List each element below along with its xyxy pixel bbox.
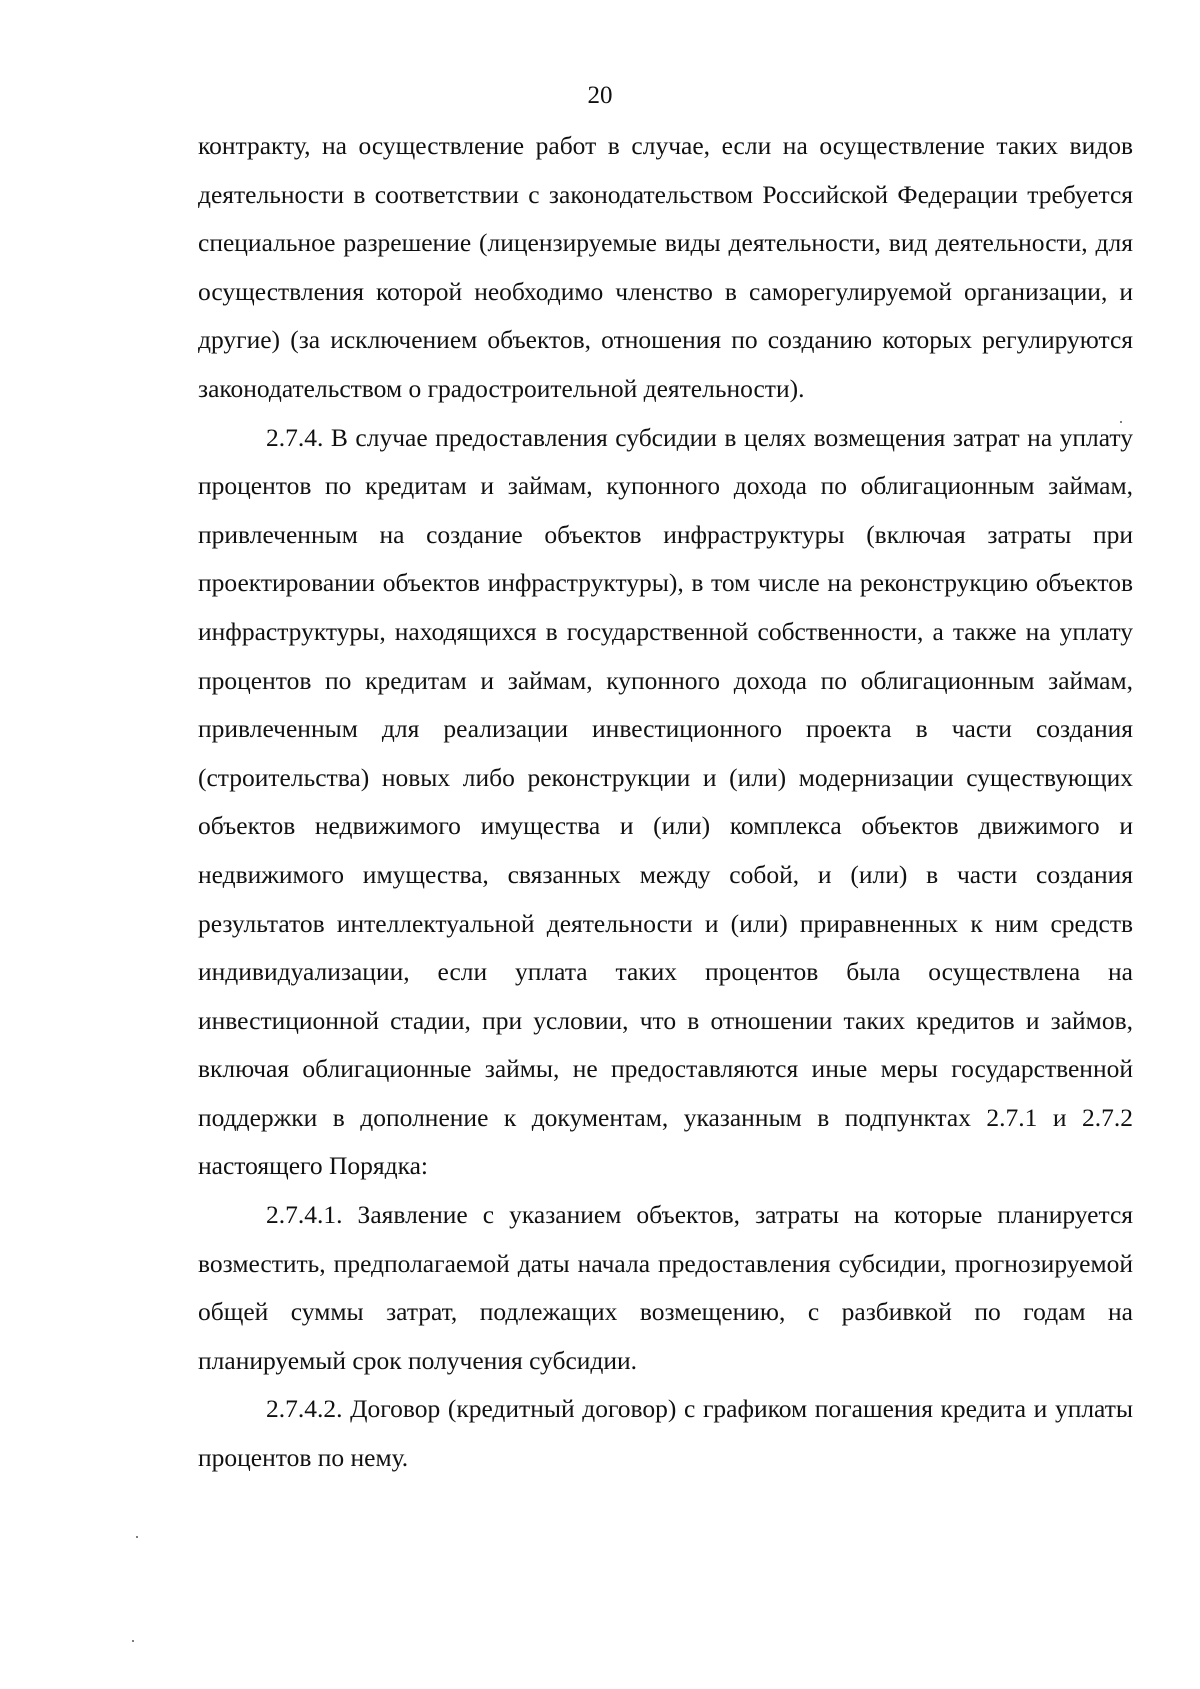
scan-speck	[132, 1640, 134, 1642]
scan-speck	[136, 1536, 138, 1538]
paragraph-2-7-4: 2.7.4. В случае предоставления субсидии в целях возмещения затрат на уплату процентов по кредитам и займам, купонного дохода по облигационным займам, привлеченным на создание объектов инфраструктуры (включая затраты при проектировании объектов инфраструктуры), в том числе на реконструкцию объектов инфраструктуры, находящихся в государственной собственности, а также на уплату процентов по кредитам и займам, купонного дохода по облигационным займам, привлеченным для реализации инвестиционного проекта в части создания (строительства) новых либо реконструкции и (или) модернизации существующих объектов недвижимого имущества и (или) комплекса объектов движимого и недвижимого имущества, связанных между собой, и (или) в части создания результатов интеллектуальной деятельности и (или) приравненных к ним средств индивидуализации, если уплата таких процентов была осуществлена на инвестиционной стадии, при условии, что в отношении таких кредитов и займов, включая облигационные займы, не предоставляются иные меры государственной поддержки в дополнение к документам, указанным в подпунктах 2.7.1 и 2.7.2 настоящего Порядка:	[198, 422, 1133, 1181]
paragraph-2-7-4-1: 2.7.4.1. Заявление с указанием объектов, затраты на которые планируется возместить, предполагаемой даты начала предоставления субсидии, прогнозируемой общей суммы затрат, подлежащих возмещению, с разбивкой по годам на планируемый срок получения субсидии.	[198, 1200, 1133, 1375]
scan-speck	[1120, 421, 1122, 423]
paragraph-continuation: контракту, на осуществление работ в случае, если на осуществление таких видов деятельности в соответствии с законодательством Российской Федерации требуется специальное разрешение (лицензируемые виды деятельности, вид деятельности, для осуществления которой необходимо членство в саморегулируемой организации, и другие) (за исключением объектов, отношения по созданию которых регулируются законодательством о градостроительной деятельности).	[198, 131, 1133, 403]
page-number: 20	[587, 82, 613, 109]
document-body	[198, 122, 1133, 1483]
paragraph-2-7-4-2: 2.7.4.2. Договор (кредитный договор) с графиком погашения кредита и уплаты процентов по нему.	[198, 1394, 1133, 1473]
